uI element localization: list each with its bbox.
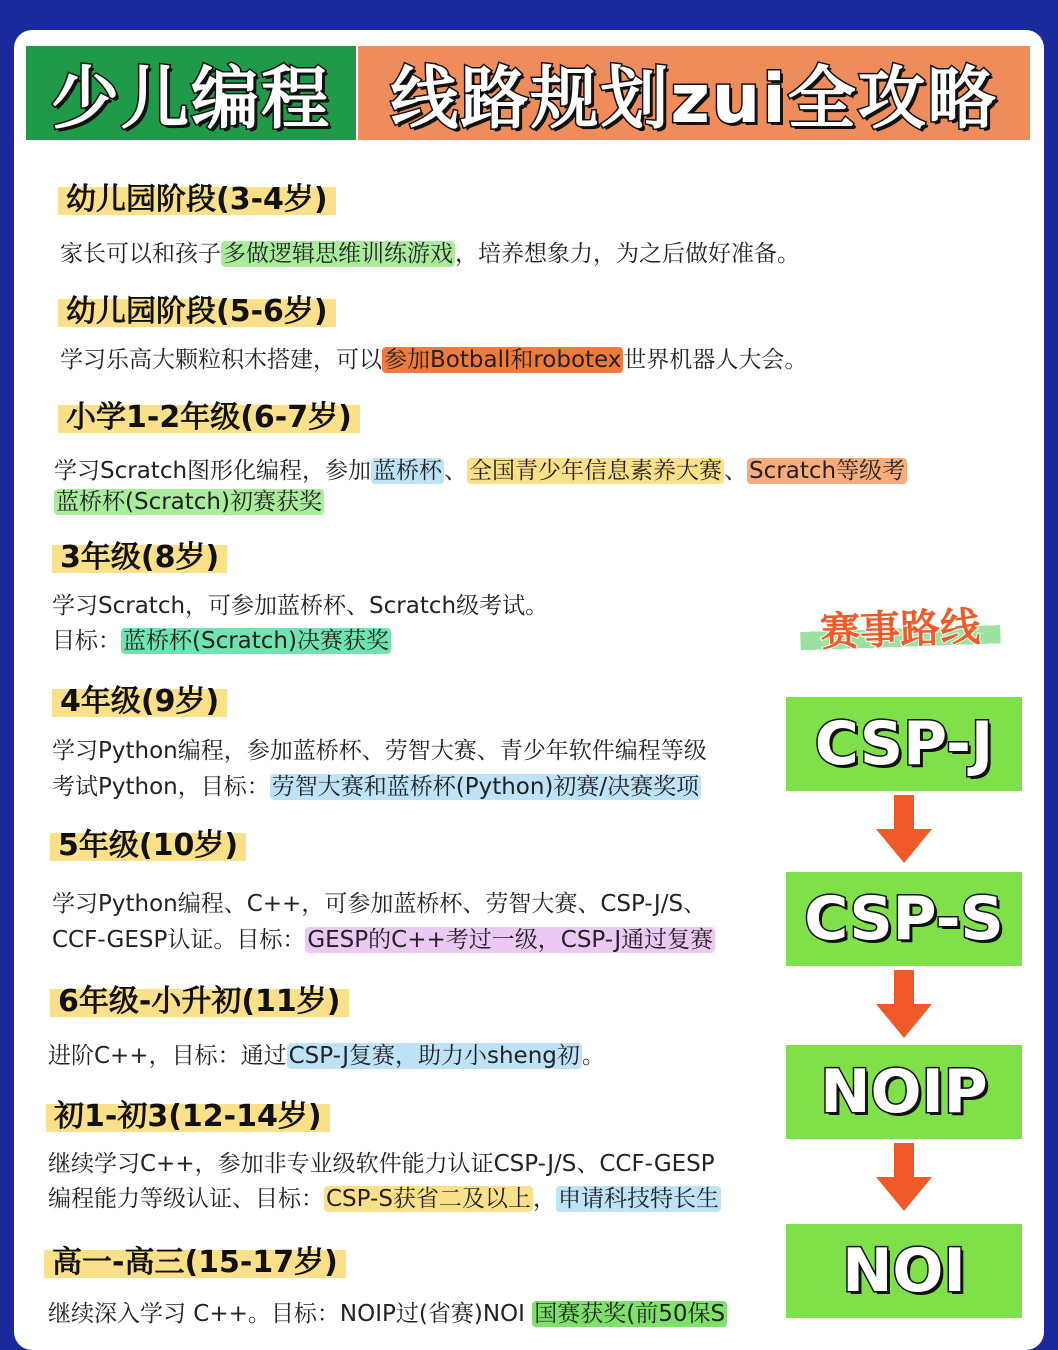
highlighted-text: CSP-S获省二及以上 — [326, 1186, 531, 1212]
text-segment: 、 — [444, 458, 468, 484]
highlighted-text: 申请科技特长生 — [557, 1186, 719, 1212]
text-segment: 编程能力等级认证、目标： — [48, 1186, 324, 1212]
text-segment: 学习Scratch，可参加蓝桥杯、Scratch级考试。 — [52, 593, 549, 619]
text-segment: 学习Python编程，参加蓝桥杯、劳智大赛、青少年软件编程等级 — [52, 738, 707, 764]
down-arrow-icon — [876, 1143, 932, 1211]
stage-description-line — [52, 888, 706, 920]
highlighted-text: 蓝桥杯(Scratch)决赛获奖 — [123, 628, 389, 654]
highlighted-text: 参加Botball和robotex — [384, 347, 622, 373]
route-step-csp-s — [786, 872, 1022, 966]
highlighted-text: GESP的C++考过一级，CSP-J通过复赛 — [307, 927, 714, 953]
text-segment: CCF-GESP认证。目标： — [52, 927, 306, 953]
highlighted-text: CSP-J复赛，助力小sheng初 — [288, 1043, 580, 1069]
text-segment: 继续深入学习 C++。目标：NOIP过(省赛)NOI — [48, 1301, 533, 1327]
stage-title: 初1-初3(12-14岁) — [46, 1097, 330, 1137]
stage-title: 5年级(10岁) — [50, 826, 246, 866]
route-step-label: CSP-S — [804, 884, 1004, 954]
stage-description-line — [60, 344, 807, 376]
stage-description-line — [60, 238, 800, 270]
stage-description-line — [52, 590, 548, 622]
route-step-label: NOI — [842, 1236, 966, 1306]
stage-title: 3年级(8岁) — [52, 538, 227, 578]
highlighted-text: Scratch等级考 — [749, 458, 906, 484]
stage-description-line — [48, 1148, 715, 1180]
route-step-noip — [786, 1045, 1022, 1139]
stage-title: 6年级-小升初(11岁) — [50, 982, 349, 1022]
text-segment: 进阶C++，目标：通过 — [48, 1043, 287, 1069]
text-segment: 学习Python编程、C++，可参加蓝桥杯、劳智大赛、CSP-J/S、 — [52, 891, 707, 917]
highlighted-text: 国赛获奖(前50保S — [534, 1301, 726, 1327]
title-right: 线路规划zui全攻略 — [358, 46, 1030, 140]
route-step-label: CSP-J — [814, 709, 994, 779]
text-segment: ，培养想象力，为之后做好准备。 — [455, 241, 800, 267]
text-segment: 目标： — [52, 628, 121, 654]
stage-title: 4年级(9岁) — [52, 682, 227, 722]
route-title: 赛事路线 — [799, 597, 1001, 656]
highlighted-text: 蓝桥杯 — [373, 458, 443, 484]
stage-description-line — [48, 1298, 727, 1330]
route-step-label: NOIP — [820, 1057, 988, 1127]
text-segment: 世界机器人大会。 — [623, 347, 808, 373]
stage-description-line — [52, 771, 701, 803]
highlighted-text: 多做逻辑思维训练游戏 — [223, 241, 453, 267]
text-segment: 考试Python，目标： — [52, 774, 270, 800]
stage-description-line — [54, 455, 907, 487]
text-segment: 继续学习C++，参加非专业级软件能力认证CSP-J/S、CCF-GESP — [48, 1151, 715, 1177]
stage-title: 小学1-2年级(6-7岁) — [58, 398, 360, 438]
text-segment: 学习乐高大颗粒积木搭建，可以 — [60, 347, 382, 373]
highlighted-text: 劳智大赛和蓝桥杯(Python)初赛/决赛奖项 — [271, 774, 700, 800]
stage-title: 高一-高三(15-17岁) — [44, 1243, 346, 1283]
stage-description-line — [54, 486, 324, 518]
stage-description-line — [52, 735, 707, 767]
stage-description-line — [48, 1183, 721, 1215]
text-segment: 、 — [724, 458, 748, 484]
down-arrow-icon — [876, 970, 932, 1038]
title-left: 少儿编程 — [26, 46, 356, 140]
route-step-csp-j — [786, 697, 1022, 791]
highlighted-text: 全国青少年信息素养大赛 — [469, 458, 723, 484]
stage-description-line — [52, 625, 391, 657]
stage-title: 幼儿园阶段(3-4岁) — [58, 180, 336, 220]
stage-description-line — [52, 924, 715, 956]
stage-title: 幼儿园阶段(5-6岁) — [58, 292, 336, 332]
highlighted-text: 蓝桥杯(Scratch)初赛获奖 — [56, 489, 322, 515]
text-segment: 家长可以和孩子 — [60, 241, 221, 267]
text-segment: ， — [532, 1186, 556, 1212]
down-arrow-icon — [876, 795, 932, 863]
route-step-noi — [786, 1224, 1022, 1318]
text-segment: 学习Scratch图形化编程，参加 — [54, 458, 372, 484]
stage-description-line — [48, 1040, 605, 1072]
text-segment: 。 — [581, 1043, 605, 1069]
